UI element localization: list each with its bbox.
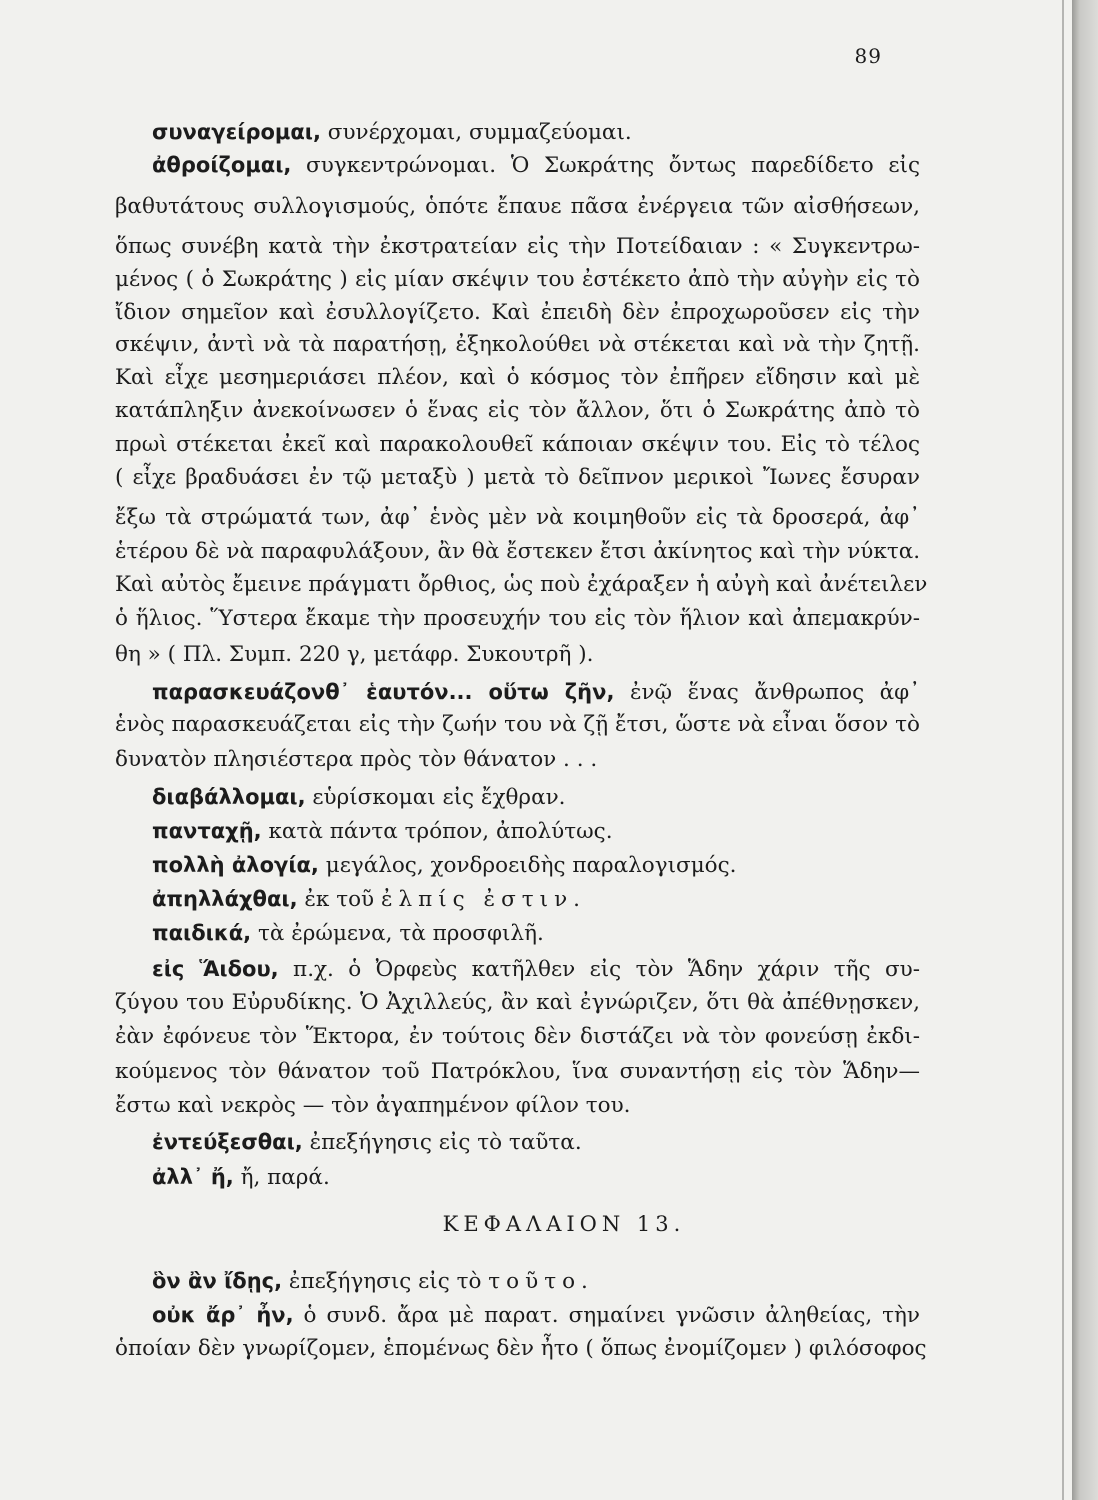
headword: εἰς Ἅιδου, [152,957,279,981]
text-line [115,363,920,393]
line-text: ἐπεξήγησις εἰς τὸ [282,1269,489,1294]
line-text: συγκεντρώνομαι. Ὁ Σωκράτης ὄντως παρεδίδετο εἰς [291,153,920,178]
text-line [115,463,920,493]
text-line [152,816,920,847]
line-text: ( εἶχε βραδυάσει ἐν τῷ μεταξὺ ) μετὰ τὸ δεῖπνον μερικοὶ Ἴωνες ἔσυραν [115,465,920,490]
text-line [115,570,928,600]
text-line [152,850,920,881]
text-line [152,117,920,148]
line-text: ἔξω τὰ στρώματά των, ἀφ᾽ ἑνὸς μὲν νὰ κοιμηθοῦν εἰς τὰ δροσερά, ἀφ᾽ [115,505,920,530]
line-text: Καὶ εἶχε μεσημεριάσει πλέον, καὶ ὁ κόσμος τὸν ἐπῆρεν εἴδησιν καὶ μὲ [115,365,920,390]
text-line [115,710,920,740]
spaced-text: ἐλπίς ἐστιν. [380,887,586,912]
page-number: 89 [854,44,882,68]
line-text: Καὶ αὐτὸς ἔμεινε πράγματι ὄρθιος, ὡς ποὺ ἐχάραξεν ἡ αὐγὴ καὶ ἀνέτειλεν [115,572,928,597]
text-line [152,677,920,708]
headword: οὐκ ἄρ᾽ ἦν, [152,1303,294,1327]
line-text: βαθυτάτους συλλογισμούς, ὁπότε ἔπαυε πᾶσα ἐνέργεια τῶν αἰσθήσεων, [115,194,920,219]
text-line [152,1162,920,1193]
line-text: ὅπως συνέβη κατὰ τὴν ἐκστρατείαν εἰς τὴν Ποτείδαιαν : « Συγκεντρω- [115,234,920,259]
text-line [115,430,920,460]
text-line [115,537,920,567]
line-text: τὰ ἐρώμενα, τὰ προσφιλῆ. [251,921,544,946]
text-line [152,954,920,985]
line-text: ἑνὸς παρασκευάζεται εἰς τὴν ζωήν του νὰ ζῇ ἔτσι, ὥστε νὰ εἶναι ὅσον τὸ [115,712,920,737]
text-line [115,604,920,634]
line-text: ὁ ἥλιος. Ὕστερα ἔκαμε τὴν προσευχήν του εἰς τὸν ἥλιον καὶ ἀπεμακρύν- [115,606,920,631]
text-line [115,1022,920,1052]
line-text: ἴδιον σημεῖον καὶ ἐσυλλογίζετο. Καὶ ἐπειδὴ δὲν ἐπροχωροῦσεν εἰς τὴν [115,300,920,325]
chapter-heading: ΚΕΦΑΛΑΙΟΝ 13. [442,1212,686,1236]
text-line [152,884,920,915]
line-text: δυνατὸν πλησιέστερα πρὸς τὸν θάνατον . . . [115,747,598,772]
text-line [115,640,920,670]
text-line [115,1057,920,1087]
text-line [115,192,920,222]
line-text: σκέψιν, ἀντὶ νὰ τὰ παρατήσῃ, ἐξηκολούθει νὰ στέκεται καὶ νὰ τὴν ζητῇ. [115,332,920,357]
text-line [115,298,920,328]
headword: ἀθροίζομαι, [152,153,292,177]
line-text: ἐνῷ ἕνας ἄνθρωπος ἀφ᾽ [614,680,920,705]
text-line [115,232,920,262]
line-text: ἔστω καὶ νεκρὸς — τὸν ἀγαπημένον φίλον του. [115,1093,631,1118]
line-text: συνέρχομαι, συμμαζεύομαι. [320,120,632,145]
text-line [115,988,920,1018]
text-line [115,265,920,295]
text-line [115,745,920,775]
line-text: ἐὰν ἐφόνευε τὸν Ἕκτορα, ἐν τούτοις δὲν διστάζει νὰ τὸν φονεύσῃ ἐκδι- [115,1024,920,1049]
text-line [115,503,920,533]
line-text: μεγάλος, χονδροειδὴς παραλογισμός. [318,853,737,878]
headword: πανταχῇ, [152,819,262,843]
line-text: κατάπληξιν ἀνεκοίνωσεν ὁ ἕνας εἰς τὸν ἄλλον, ὅτι ὁ Σωκράτης ἀπὸ τὸ [115,398,920,423]
line-text: πρωὶ στέκεται ἐκεῖ καὶ παρακολουθεῖ κάποιαν σκέψιν του. Εἰς τὸ τέλος [115,432,920,457]
line-text: ὁποίαν δὲν γνωρίζομεν, ἑπομένως δὲν ἦτο ( ὅπως ἐνομίζομεν ) φιλόσοφος [115,1336,927,1361]
line-text: ὁ συνδ. ἄρα μὲ παρατ. σημαίνει γνῶσιν ἀληθείας, τὴν [293,1303,921,1328]
page-edge [1072,0,1098,1500]
headword: παιδικά, [152,921,252,945]
text-line [115,330,920,360]
line-text: ἤ, παρά. [233,1165,330,1190]
page-edge-line [1062,0,1064,1500]
line-text: κούμενος τὸν θάνατον τοῦ Πατρόκλου, ἵνα συναντήσῃ εἰς τὸν Ἅδην— [115,1059,920,1084]
text-line [152,782,920,813]
line-text: ζύγου του Εὐρυδίκης. Ὁ Ἀχιλλεύς, ἂν καὶ ἐγνώριζεν, ὅτι θὰ ἀπέθνῃσκεν, [115,990,920,1015]
text-line [152,1300,920,1331]
text-line [152,150,920,181]
line-text: μένος ( ὁ Σωκράτης ) εἰς μίαν σκέψιν του ἐστέκετο ἀπὸ τὴν αὐγὴν εἰς τὸ [115,267,920,292]
headword: ὃν ἂν ἴδῃς, [152,1269,283,1293]
text-line [152,1266,920,1297]
headword: πολλὴ ἀλογία, [152,853,319,877]
line-text: ἐκ τοῦ [297,887,381,912]
line-text: ἐπεξήγησις εἰς τὸ ταῦτα. [302,1130,582,1155]
headword: παρασκευάζονθ᾽ ἑαυτόν... οὕτω ζῆν, [152,680,615,704]
line-text: εὑρίσκομαι εἰς ἔχθραν. [305,785,566,810]
headword: συναγείρομαι, [152,120,321,144]
text-line [115,1334,927,1364]
text-line [152,1127,920,1158]
text-line [152,918,920,949]
line-text: π.χ. ὁ Ὀρφεὺς κατῆλθεν εἰς τὸν Ἅδην χάριν τῆς συ- [278,957,920,982]
line-text: ἑτέρου δὲ νὰ παραφυλάξουν, ἂν θὰ ἔστεκεν ἔτσι ἀκίνητος καὶ τὴν νύκτα. [115,539,921,564]
line-text: κατὰ πάντα τρόπον, ἀπολύτως. [261,819,613,844]
text-line [115,396,920,426]
headword: ἀλλ᾽ ἤ, [152,1165,234,1189]
spaced-text: τοῦτο. [488,1269,594,1294]
headword: ἐντεύξεσθαι, [152,1130,303,1154]
headword: ἀπηλλάχθαι, [152,887,298,911]
text-line [115,1091,920,1121]
line-text: θη » ( Πλ. Συμπ. 220 γ, μετάφρ. Συκουτρῆ ). [115,642,594,667]
headword: διαβάλλομαι, [152,785,306,809]
